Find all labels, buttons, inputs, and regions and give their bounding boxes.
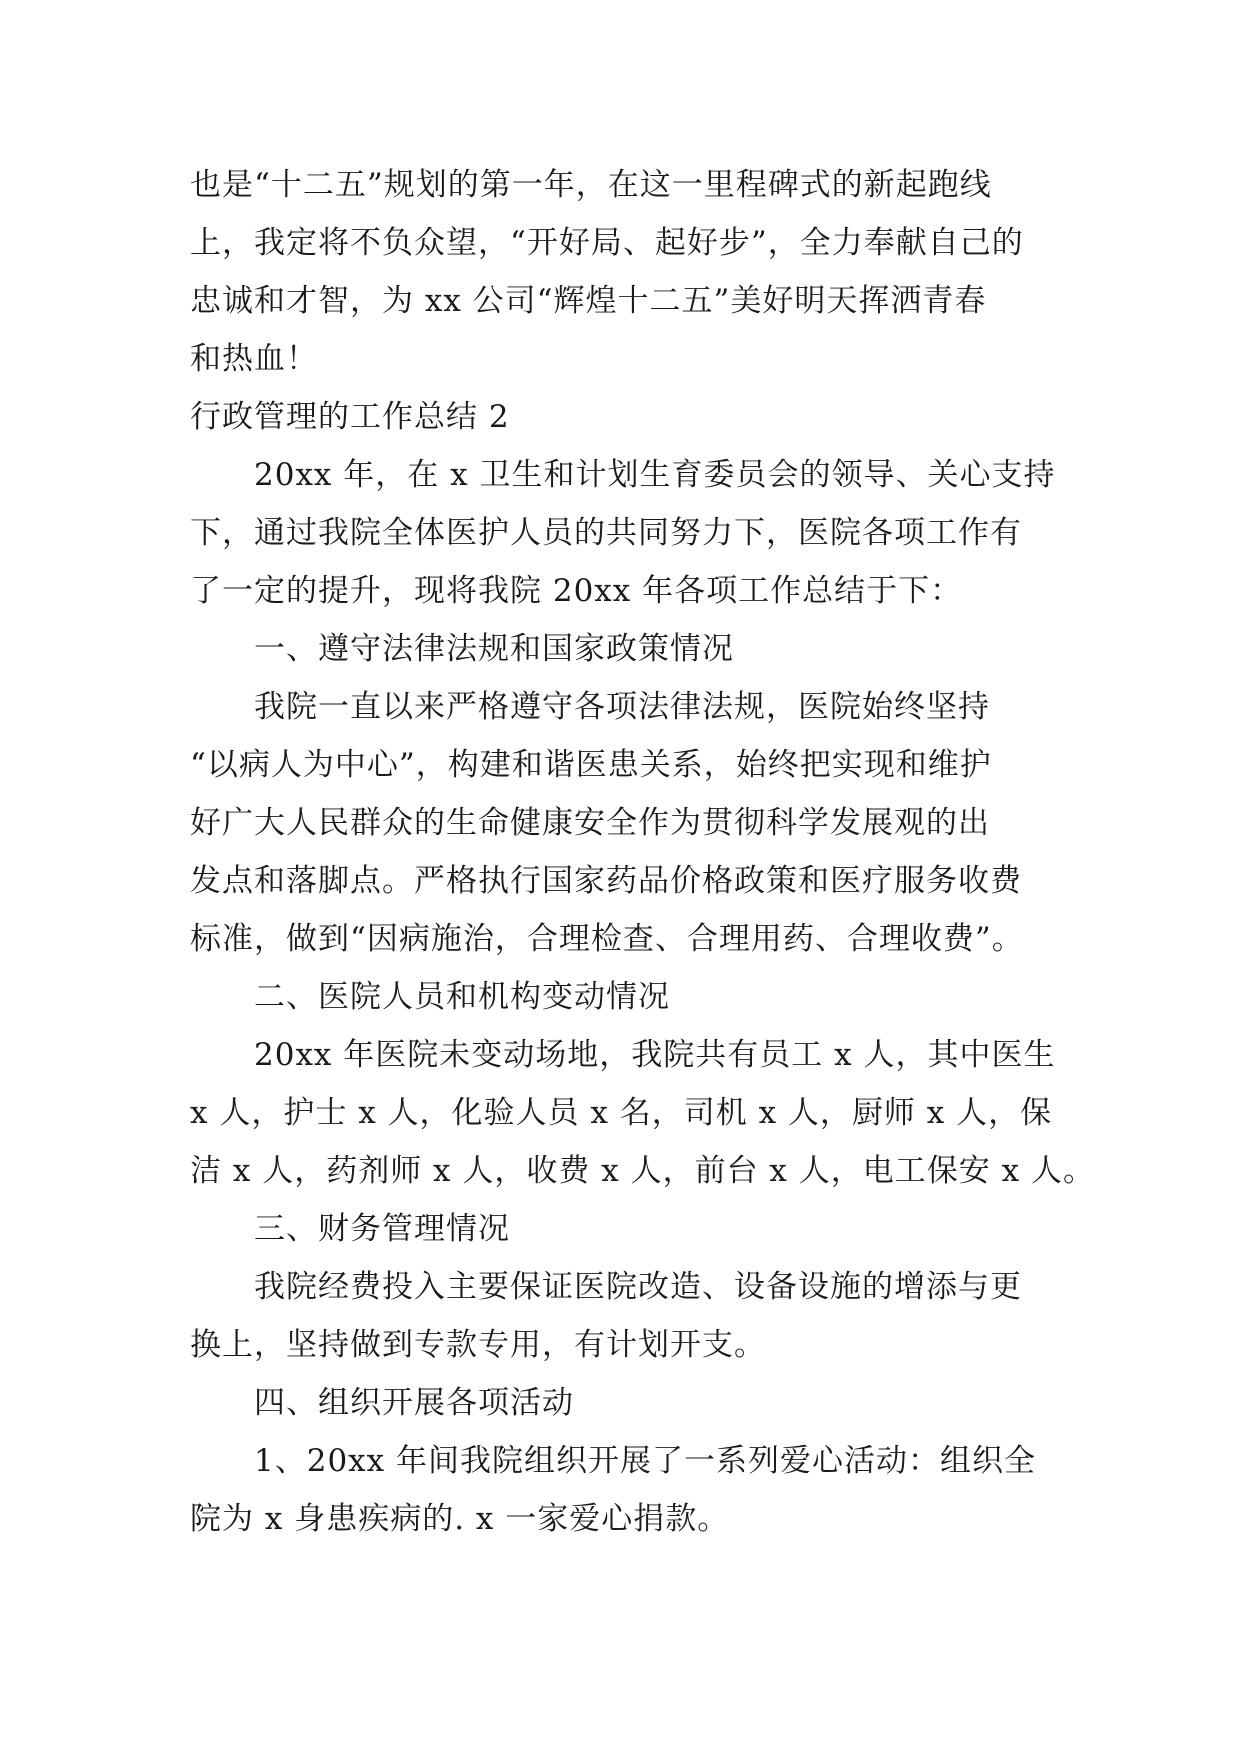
paragraph-line: 我院经费投入主要保证医院改造、设备设施的增添与更 <box>254 1269 1022 1305</box>
paragraph-line: 20xx 年，在 x 卫生和计划生育委员会的领导、关心支持 <box>254 457 1056 493</box>
paragraph-line: 1、20xx 年间我院组织开展了一系列爱心活动：组织全 <box>254 1443 1036 1479</box>
section-heading: 二、医院人员和机构变动情况 <box>254 979 670 1015</box>
paragraph-line: 忠诚和才智，为 xx 公司“辉煌十二五”美好明天挥洒青春 <box>190 283 987 319</box>
paragraph-line: 发点和落脚点。严格执行国家药品价格政策和医疗服务收费 <box>190 863 1022 899</box>
paragraph-line: 下，通过我院全体医护人员的共同努力下，医院各项工作有 <box>190 515 1022 551</box>
paragraph-line: 换上，坚持做到专款专用，有计划开支。 <box>190 1327 766 1363</box>
paragraph-line: 标准，做到“因病施治，合理检查、合理用药、合理收费”。 <box>190 921 1024 957</box>
paragraph-line: 了一定的提升，现将我院 20xx 年各项工作总结于下： <box>190 573 963 609</box>
paragraph-line: 洁 x 人，药剂师 x 人，收费 x 人，前台 x 人，电工保安 x 人。 <box>190 1153 1095 1189</box>
paragraph-line: 我院一直以来严格遵守各项法律法规，医院始终坚持 <box>254 689 990 725</box>
paragraph-line: 20xx 年医院未变动场地，我院共有员工 x 人，其中医生 <box>254 1037 1056 1073</box>
paragraph-line: 院为 x 身患疾病的. x 一家爱心捐款。 <box>190 1501 730 1537</box>
document-body <box>190 156 1095 1548</box>
section-heading: 四、组织开展各项活动 <box>254 1385 574 1421</box>
paragraph-line: 好广大人民群众的生命健康安全作为贯彻科学发展观的出 <box>190 805 990 841</box>
section-heading: 三、财务管理情况 <box>254 1211 510 1247</box>
paragraph-line: 和热血！ <box>190 341 318 377</box>
paragraph-line: 也是“十二五”规划的第一年，在这一里程碑式的新起跑线 <box>190 167 992 203</box>
section-title: 行政管理的工作总结 2 <box>190 399 510 435</box>
paragraph-line: 上，我定将不负众望，“开好局、起好步”，全力奉献自己的 <box>190 225 1024 261</box>
section-heading: 一、遵守法律法规和国家政策情况 <box>254 631 734 667</box>
paragraph-line: “以病人为中心”，构建和谐医患关系，始终把实现和维护 <box>190 747 992 783</box>
paragraph-line: x 人，护士 x 人，化验人员 x 名，司机 x 人，厨师 x 人，保 <box>190 1095 1053 1131</box>
